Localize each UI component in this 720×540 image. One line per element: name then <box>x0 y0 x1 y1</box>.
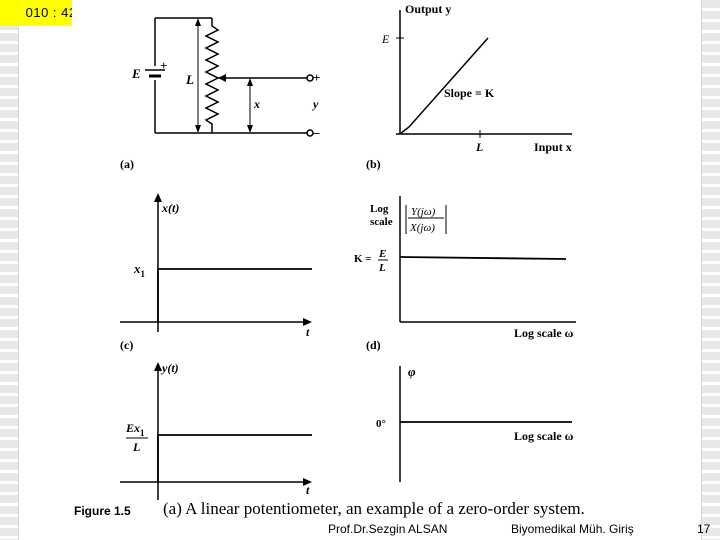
slide-binding-right <box>701 0 720 540</box>
panel-d-xlabel: Log scale ω <box>514 326 574 340</box>
panel-c-step-line <box>158 269 312 322</box>
panel-c-label: (c) <box>120 338 134 352</box>
panel-d-ylabel-line2: scale <box>370 216 393 228</box>
panel-f-ylabel: φ <box>408 364 416 379</box>
panel-b-slope-label: Slope = K <box>444 86 495 100</box>
figure-caption-label: Figure 1.5 <box>74 504 131 518</box>
wiper-arrowhead <box>218 74 226 82</box>
footer-course: Biyomedikal Müh. Giriş <box>511 522 634 536</box>
timer-badge: 010 : 42 : 33 <box>0 0 130 26</box>
panel-b-xtick: L <box>476 140 484 154</box>
panel-d-k-den: L <box>379 262 386 274</box>
panel-d-k-label: K = <box>354 253 372 265</box>
footer-author: Prof.Dr.Sezgin ALSAN <box>328 522 448 536</box>
panel-a-label: (a) <box>120 157 134 171</box>
panel-d-tf-num: Y(jω) <box>411 206 436 218</box>
panel-a-source-label: E <box>132 66 141 81</box>
panel-b-ylabel: Output y <box>405 2 452 16</box>
panel-a-displacement-label: x <box>254 97 260 111</box>
panel-a-terminal-plus: + <box>313 70 321 85</box>
figure-1-5 <box>72 0 632 520</box>
panel-e <box>120 362 312 500</box>
panel-d-level-line <box>400 257 566 259</box>
panel-e-level-num: $Ex_1$ <box>126 421 145 438</box>
footer-page-number: 17 <box>697 522 711 536</box>
panel-e-level-den: L <box>133 440 141 454</box>
panel-c-xlabel: t <box>306 325 310 339</box>
panel-a-terminal-minus: − <box>313 126 321 141</box>
panel-e-xlabel: t <box>306 483 310 497</box>
panel-f-xlabel: Log scale ω <box>514 429 574 443</box>
panel-e-ylabel: y(t) <box>162 361 179 375</box>
panel-b <box>396 10 572 138</box>
slide-binding-left <box>0 0 19 540</box>
panel-a <box>145 18 313 136</box>
panel-b-ytick: E <box>382 32 390 46</box>
panel-d-label: (d) <box>366 338 381 352</box>
panel-d <box>378 196 576 322</box>
panel-c-ylabel: x(t) <box>162 201 180 215</box>
figure-caption-text: (a) A linear potentiometer, an example of a zero-order system. <box>163 499 585 518</box>
panel-e-step-line <box>158 435 312 482</box>
resistor-zigzag <box>206 18 218 133</box>
panel-c-level-label: $x_1$ <box>134 261 145 279</box>
panel-d-tf-den: X(jω) <box>410 222 435 234</box>
panel-f-level-label: 0° <box>376 418 386 430</box>
panel-b-xlabel: Input x <box>534 140 572 154</box>
panel-b-label: (b) <box>366 157 381 171</box>
panel-a-length-label: L <box>186 72 194 87</box>
panel-c <box>120 193 312 332</box>
panel-f <box>400 366 572 482</box>
panel-d-k-num: E <box>379 248 387 260</box>
panel-d-ylabel-line1: Log <box>370 203 389 215</box>
panel-a-output-label: y <box>313 97 319 111</box>
panel-a-plus: + <box>160 58 168 73</box>
